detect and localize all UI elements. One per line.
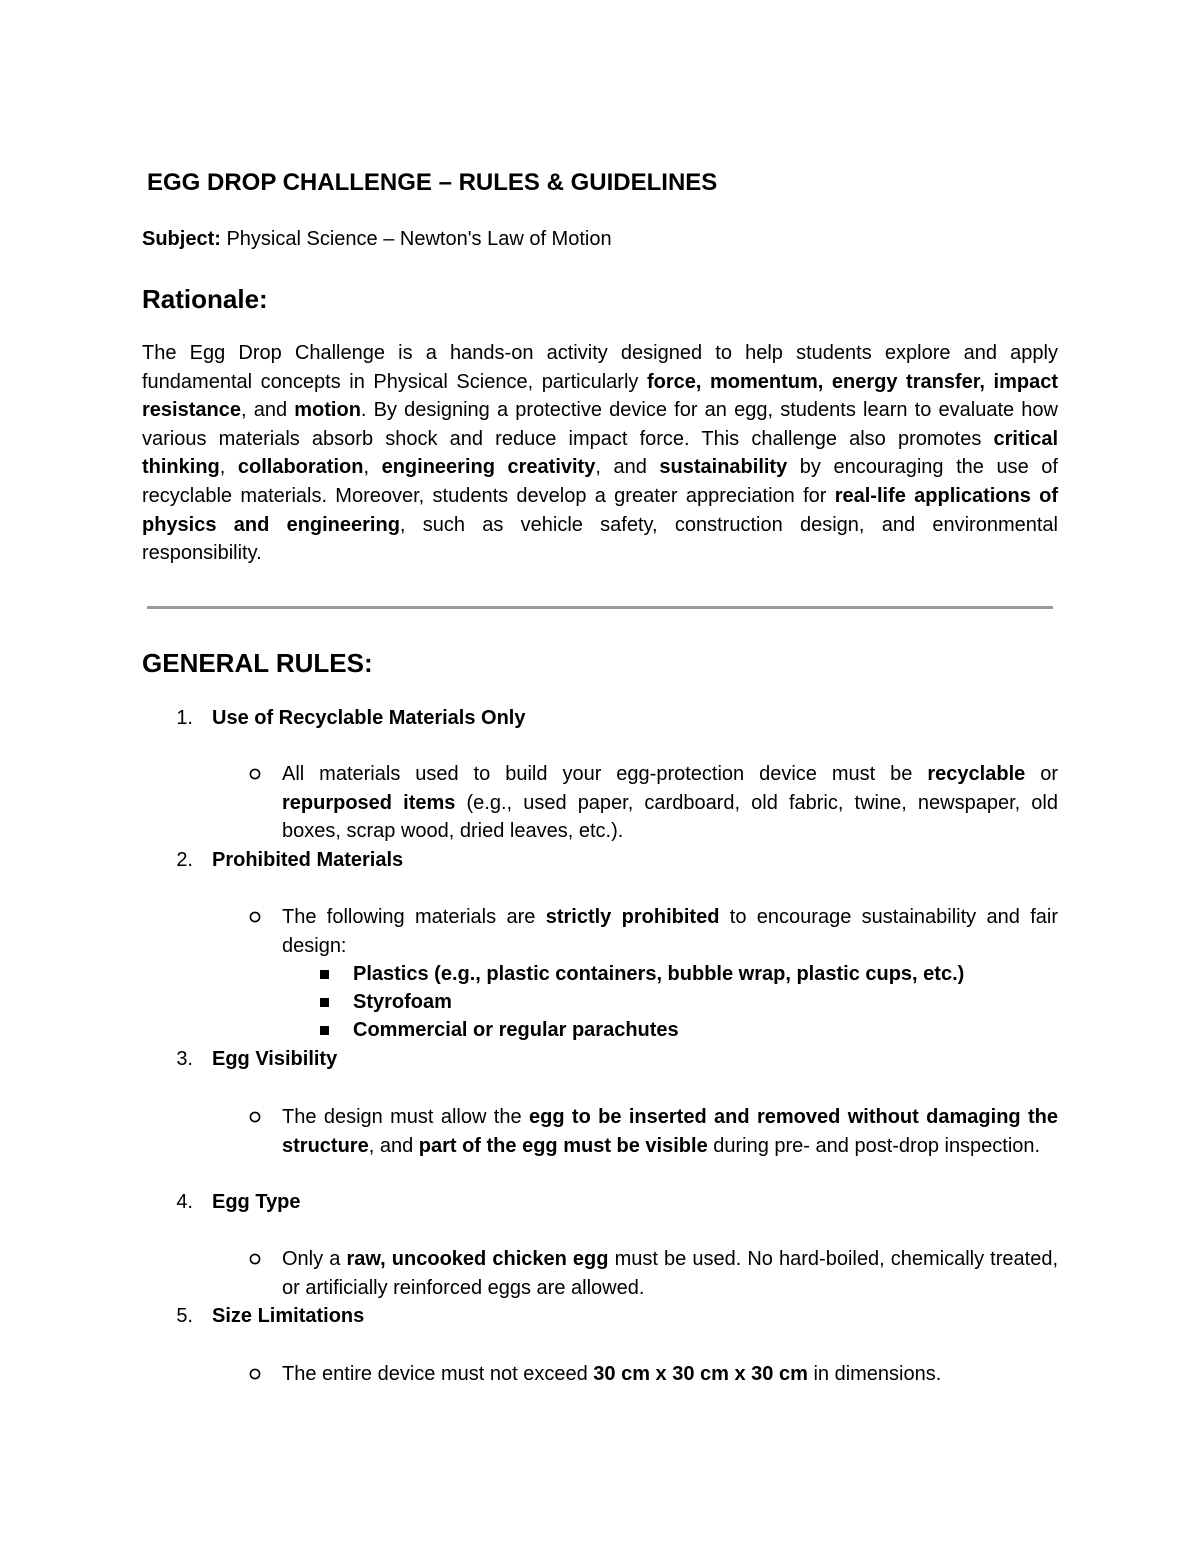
rule-description: All materials used to build your egg-protection device must be recyclable or repurposed items (e.g., used paper, cardboard, old fabric, twine, newspaper, old boxes, scrap wood, dried leaves, etc.). bbox=[282, 763, 1058, 843]
rule-description: Only a raw, uncooked chicken egg must be used. No hard-boiled, chemically treated, or artificially reinforced eggs are allowed. bbox=[282, 1248, 1059, 1299]
hollow-circle-bullet-icon bbox=[248, 1110, 262, 1124]
rule-description: The following materials are strictly prohibited to encourage sustainability and fair design: bbox=[282, 906, 1059, 957]
rule-number: 2. bbox=[176, 849, 193, 871]
rule-title: Use of Recyclable Materials Only bbox=[212, 707, 526, 729]
hollow-circle-bullet-icon bbox=[248, 1367, 262, 1381]
subject-line bbox=[142, 226, 612, 252]
horizontal-divider bbox=[147, 606, 1053, 609]
hollow-circle-bullet-icon bbox=[248, 1252, 262, 1266]
filled-square-bullet-icon bbox=[320, 998, 329, 1007]
rule-title: Prohibited Materials bbox=[212, 849, 404, 871]
hollow-circle-bullet-icon bbox=[248, 910, 262, 924]
document-title: EGG DROP CHALLENGE – RULES & GUIDELINES bbox=[147, 169, 718, 196]
rationale-paragraph: The Egg Drop Challenge is a hands-on activity designed to help students explore and apply fundamental concepts in Physical Science, particularly force, momentum, energy transfer, impact resistance, and motion. By designing a protective device for an egg, students learn to evaluate how various materials absorb shock and reduce impact force. This challenge also promotes critical thinking, collaboration, engineering creativity, and sustainability by encouraging the use of recyclable materials. Moreover, students develop a greater appreciation for real-life applications of physics and engineering, such as vehicle safety, construction design, and environmental responsibility. bbox=[142, 342, 1059, 565]
rule-title: Egg Visibility bbox=[212, 1048, 338, 1070]
filled-square-bullet-icon bbox=[320, 1026, 329, 1035]
rule-description: The design must allow the egg to be inserted and removed without damaging the structure, and part of the egg must be visible during pre- and post-drop inspection. bbox=[282, 1106, 1058, 1157]
rule-description: The entire device must not exceed 30 cm x 30 cm x 30 cm in dimensions. bbox=[282, 1363, 942, 1385]
rationale-heading: Rationale: bbox=[142, 284, 268, 314]
rule-title: Size Limitations bbox=[212, 1305, 365, 1327]
rule-number: 5. bbox=[176, 1305, 193, 1327]
subject-label: Subject: bbox=[142, 228, 221, 250]
rule-title: Egg Type bbox=[212, 1191, 301, 1213]
prohibited-item: Plastics (e.g., plastic containers, bubble wrap, plastic cups, etc.) bbox=[353, 963, 965, 985]
subject-value: Physical Science – Newton's Law of Motion bbox=[220, 228, 612, 250]
hollow-circle-bullet-icon bbox=[248, 767, 262, 781]
rule-number: 4. bbox=[176, 1191, 193, 1213]
rule-number: 3. bbox=[176, 1048, 193, 1070]
general-rules-heading: GENERAL RULES: bbox=[142, 648, 373, 678]
prohibited-item: Commercial or regular parachutes bbox=[353, 1019, 679, 1041]
rule-number: 1. bbox=[176, 707, 193, 729]
prohibited-item: Styrofoam bbox=[353, 991, 452, 1013]
filled-square-bullet-icon bbox=[320, 970, 329, 979]
